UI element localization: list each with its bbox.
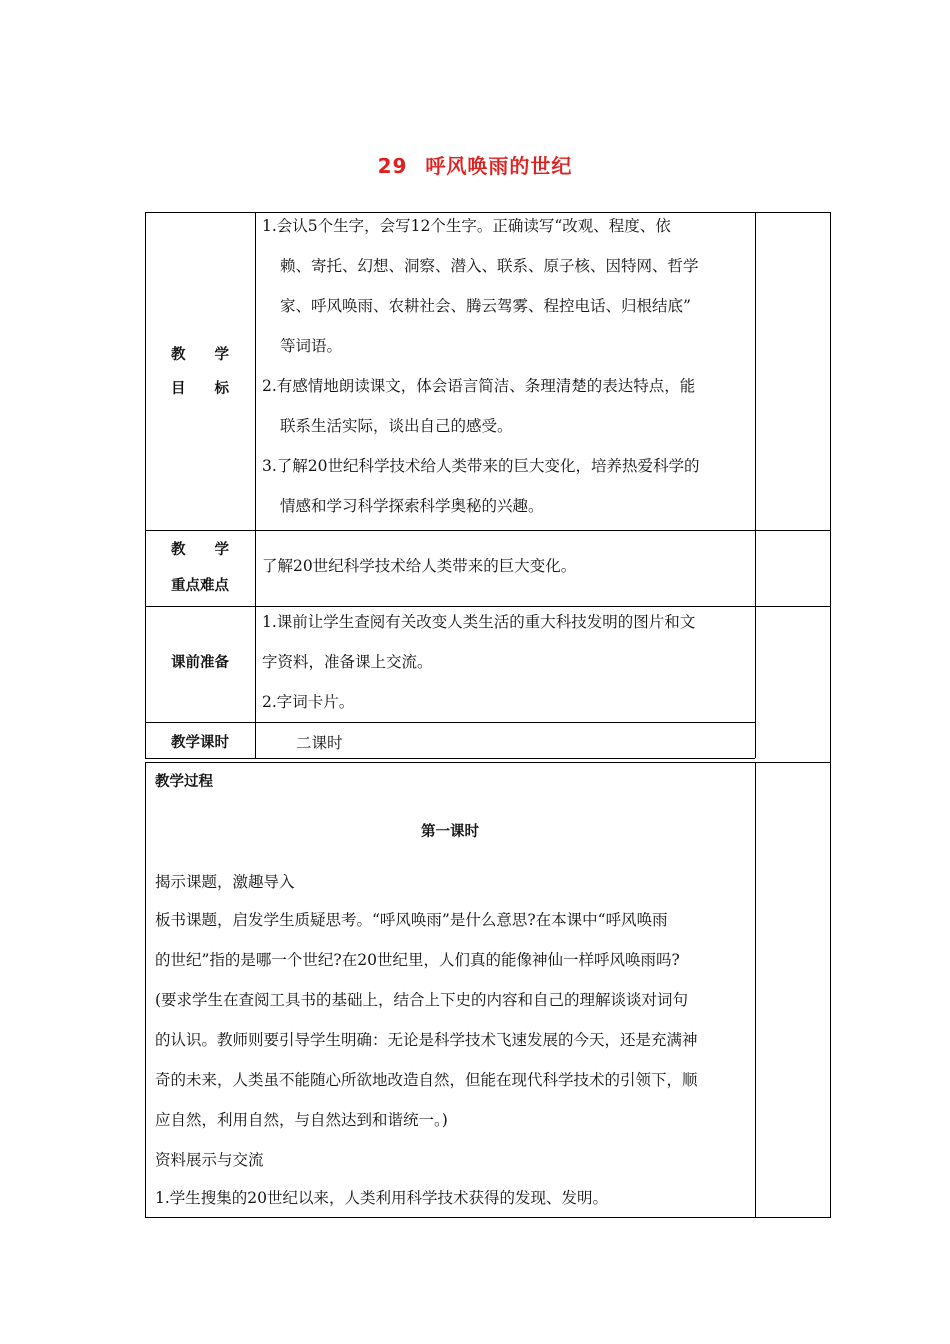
row-divider (145, 758, 755, 759)
lesson-title: 呼风唤雨的世纪 (425, 154, 573, 178)
table-border-right (830, 212, 831, 760)
table-border-right (830, 760, 831, 1217)
preparation-line: 1.课前让学生查阅有关改变人类生活的重大科技发明的图片和文 (262, 613, 696, 631)
objective-line: 情感和学习科学探索科学奥秘的兴趣。 (280, 497, 544, 515)
process-subheading: 第一课时 (421, 824, 479, 840)
key-points-text: 了解20世纪科学技术给人类带来的巨大变化。 (262, 557, 577, 575)
key-points-label: 教 学 重点难点 (171, 542, 229, 594)
column-divider (755, 212, 756, 758)
column-divider (255, 212, 256, 758)
process-line: 的世纪”指的是哪一个世纪?在20世纪里，人们真的能像神仙一样呼风唤雨吗? (155, 951, 680, 969)
preparation-label: 课前准备 (171, 655, 229, 671)
objectives-label: 教 学 目 标 (171, 347, 229, 397)
objective-line: 2.有感情地朗读课文，体会语言简洁、条理清楚的表达特点，能 (262, 377, 696, 395)
process-line: 揭示课题，激趣导入 (155, 873, 295, 891)
process-line: 奇的未来，人类虽不能随心所欲地改造自然，但能在现代科学技术的引领下，顺 (155, 1071, 698, 1089)
objective-line: 家、呼风唤雨、农耕社会、腾云驾雾、程控电话、归根结底” (280, 297, 691, 315)
process-heading: 教学过程 (155, 774, 213, 790)
column-divider (755, 762, 756, 1217)
class-hours-text: 二课时 (296, 734, 343, 752)
process-line: 资料展示与交流 (155, 1151, 264, 1169)
objective-line: 联系生活实际，谈出自己的感受。 (280, 417, 513, 435)
process-line: 1.学生搜集的20世纪以来，人类利用科学技术获得的发现、发明。 (155, 1189, 609, 1207)
table-border-left (145, 212, 146, 758)
table-border-top (145, 762, 831, 763)
process-line: (要求学生在查阅工具书的基础上，结合上下史的内容和自己的理解谈谈对词句 (155, 991, 689, 1009)
class-hours-label: 教学课时 (171, 735, 229, 751)
process-line: 的认识。教师则要引导学生明确：无论是科学技术飞速发展的今天，还是充满神 (155, 1031, 698, 1049)
preparation-line: 2.字词卡片。 (262, 693, 355, 711)
objectives-content (262, 206, 700, 526)
process-line: 应自然，利用自然，与自然达到和谐统一。) (155, 1111, 448, 1129)
objective-line: 3.了解20世纪科学技术给人类带来的巨大变化，培养热爱科学的 (262, 457, 700, 475)
objective-line: 1.会认5个生字，会写12个生字。正确读写“改观、程度、依 (262, 217, 671, 235)
lesson-number: 29 (377, 154, 408, 178)
preparation-content (262, 602, 695, 722)
page-title (0, 150, 950, 179)
objective-line: 赖、寄托、幻想、洞察、潜入、联系、原子核、因特网、哲学 (280, 257, 699, 275)
row-divider (145, 530, 831, 531)
preparation-line: 字资料，准备课上交流。 (262, 653, 433, 671)
process-line: 板书课题，启发学生质疑思考。“呼风唤雨”是什么意思?在本课中“呼风唤雨 (155, 911, 668, 929)
row-divider (145, 722, 755, 723)
table-border-bottom (145, 1217, 831, 1218)
objective-line: 等词语。 (280, 337, 343, 355)
